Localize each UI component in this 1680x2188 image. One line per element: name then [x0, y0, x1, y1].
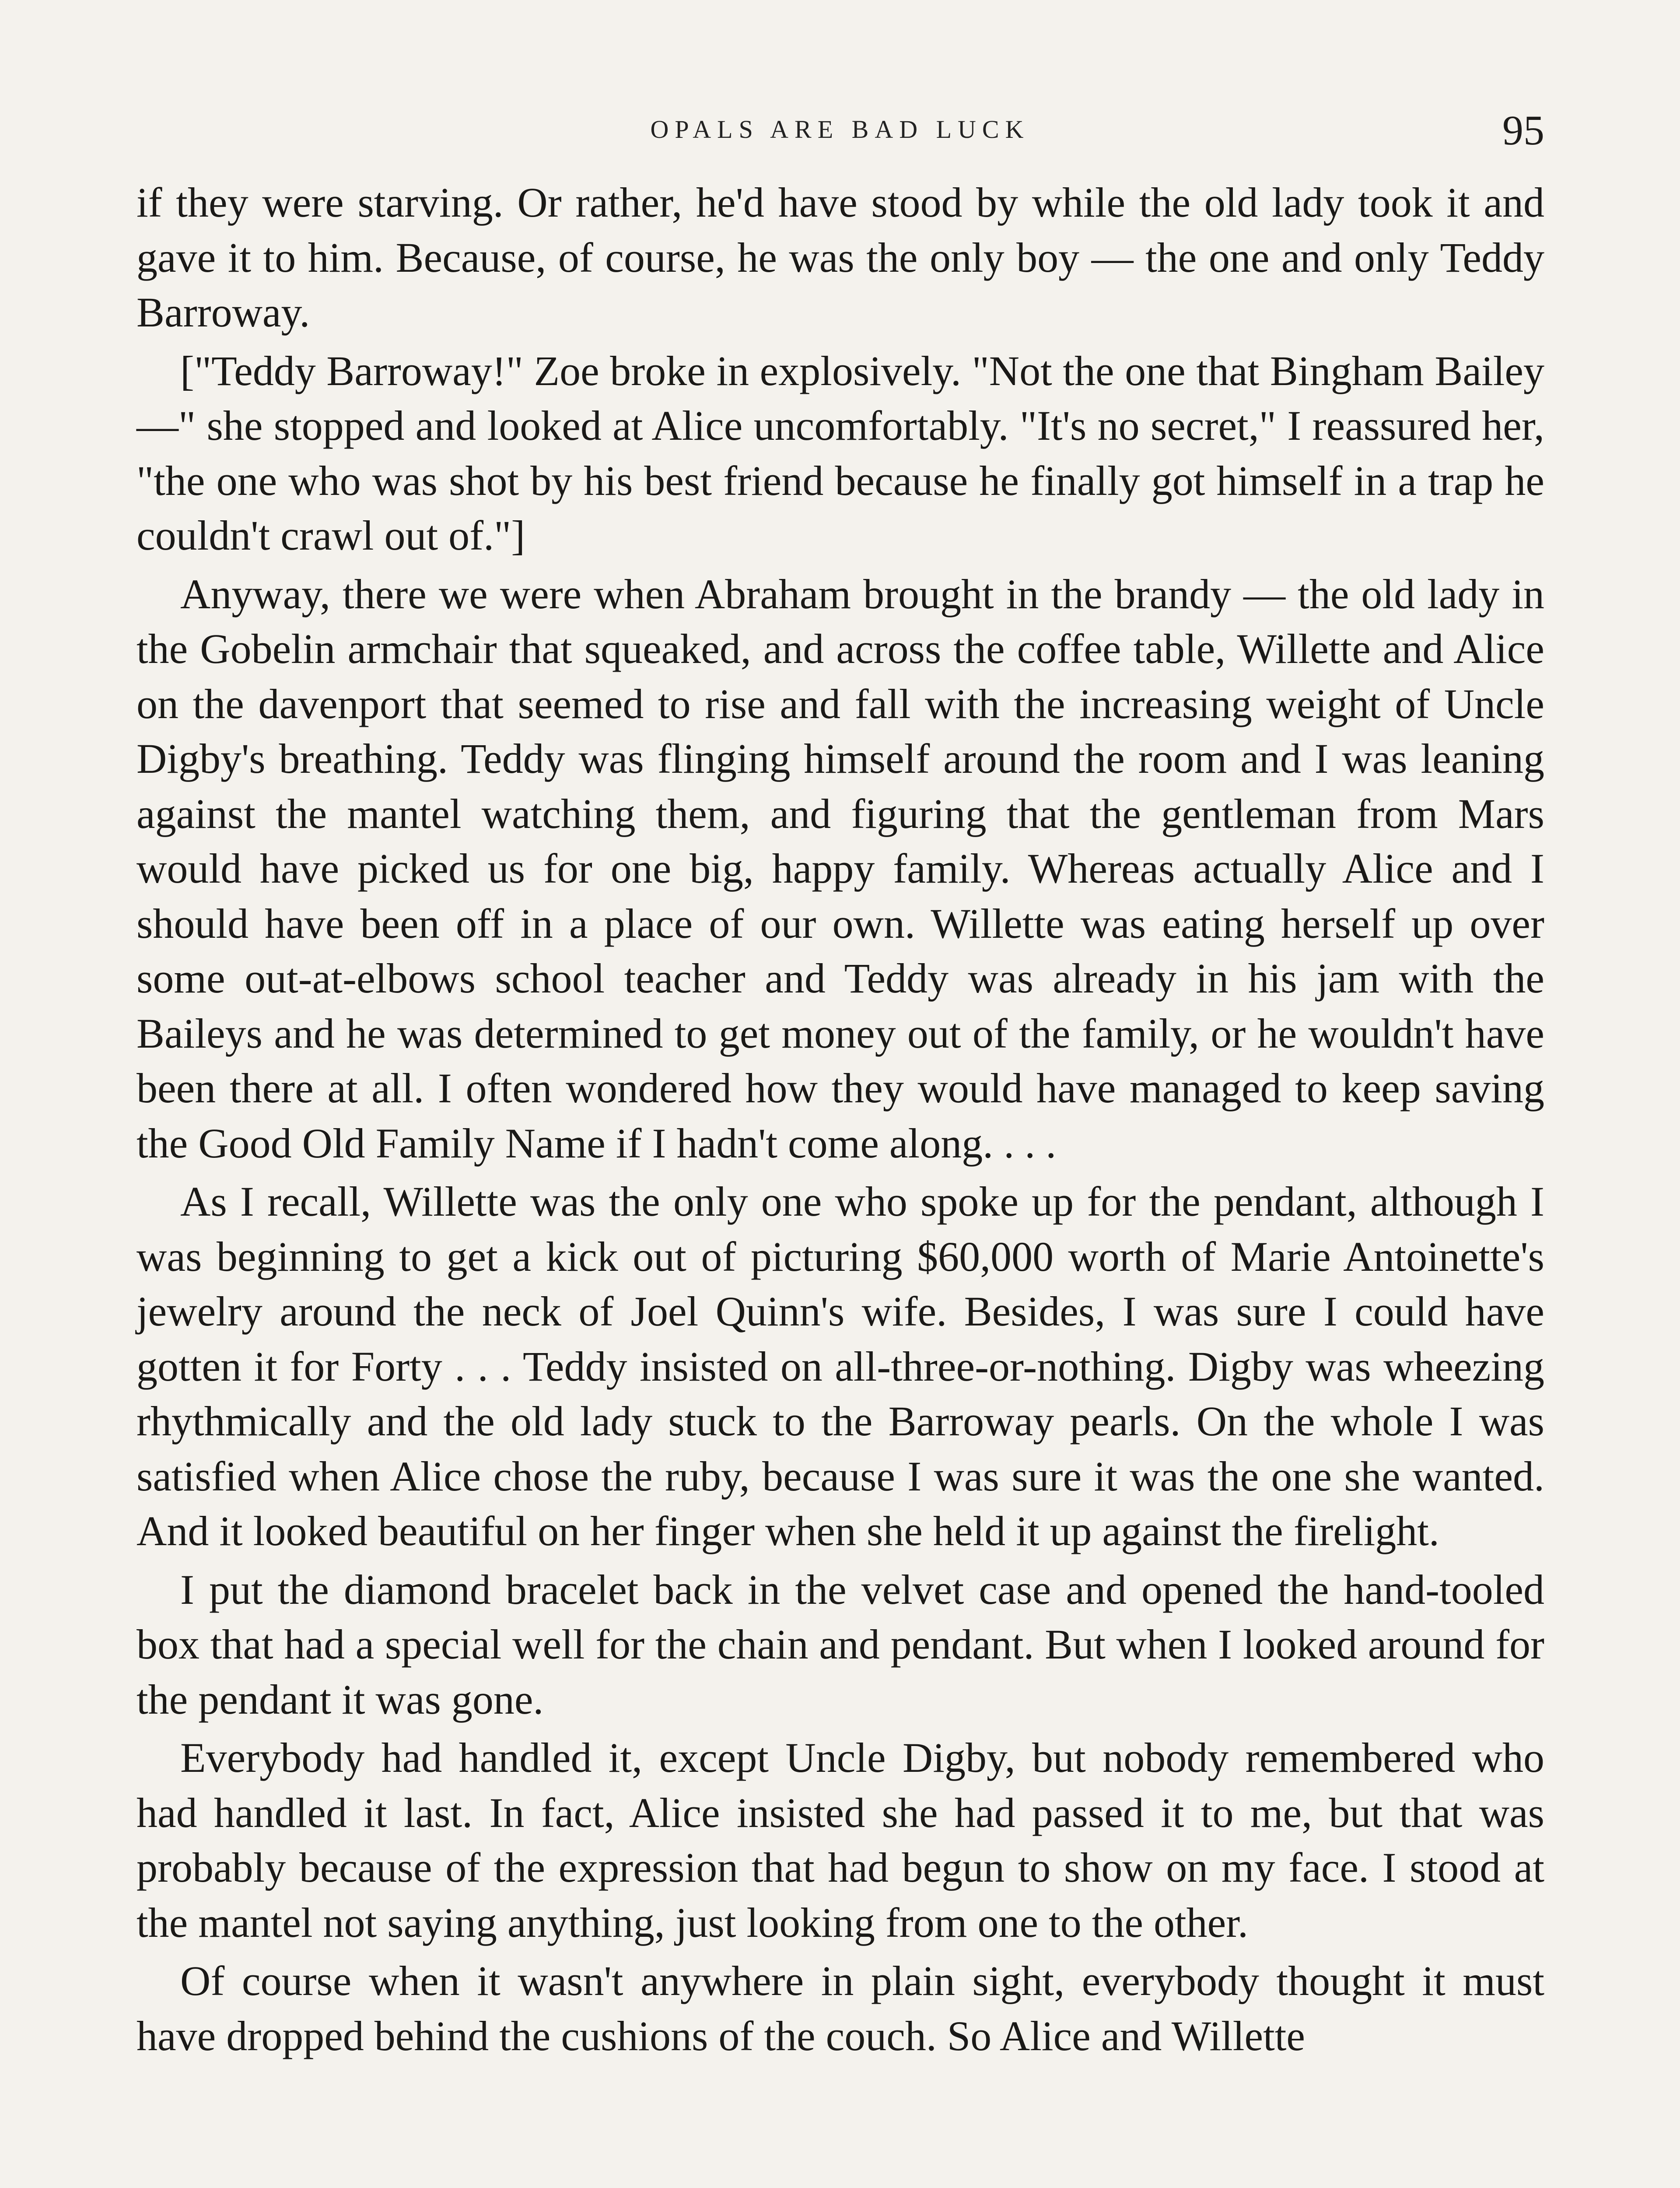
- running-head: OPALS ARE BAD LUCK: [650, 115, 1030, 144]
- paragraph-4: As I recall, Willette was the only one who spoke up for the pendant, although I was beginning to get a kick out of picturing $60,000 worth of Marie Antoinette's jewelry around the neck of Joel Quinn's wife. Besides, I was sure I could have gotten it for Forty . . . Teddy insisted on all-three-or-nothing. Digby was wheezing rhythmically and the old lady stuck to the Barroway pearls. On the whole I was satisfied when Alice chose the ruby, because I was sure it was the one she wanted. And it looked beautiful on her finger when she held it up against the firelight.: [136, 1178, 1544, 1554]
- paragraph-7: Of course when it wasn't anywhere in plain sight, everybody thought it must have dropped behind the cushions of the couch. So Alice and Willette: [136, 1957, 1544, 2059]
- page-number: 95: [1502, 107, 1544, 154]
- paragraph-5: I put the diamond bracelet back in the velvet case and opened the hand-tooled box that had a special well for the chain and pendant. But when I looked around for the pendant it was gone.: [136, 1566, 1544, 1723]
- paragraph-1: if they were starving. Or rather, he'd have stood by while the old lady took it and gave it to him. Because, of course, he was the only boy — the one and only Teddy Barroway.: [136, 179, 1544, 336]
- body-text: [136, 175, 1544, 2067]
- paragraph-6: Everybody had handled it, except Uncle Digby, but nobody remembered who had handled it last. In fact, Alice insisted she had passed it to me, but that was probably because of the expression that had begun to show on my face. I stood at the mantel not saying anything, just looking from one to the other.: [136, 1734, 1544, 1946]
- paragraph-3: Anyway, there we were when Abraham brought in the brandy — the old lady in the Gobelin armchair that squeaked, and across the coffee table, Willette and Alice on the davenport that seemed to rise and fall with the increasing weight of Uncle Digby's breathing. Teddy was flinging himself around the room and I was leaning against the mantel watching them, and figuring that the gentleman from Mars would have picked us for one big, happy family. Whereas actually Alice and I should have been off in a place of our own. Willette was eating herself up over some out-at-elbows school teacher and Teddy was already in his jam with the Baileys and he was determined to get money out of the family, or he wouldn't have been there at all. I often wondered how they would have managed to keep saving the Good Old Family Name if I hadn't come along. . . .: [136, 570, 1544, 1167]
- paragraph-2: ["Teddy Barroway!" Zoe broke in explosively. "Not the one that Bingham Bailey —" she stopped and looked at Alice uncomfortably. "It's no secret," I reassured her, "the one who was shot by his best friend because he finally got himself in a trap he couldn't crawl out of."]: [136, 347, 1544, 559]
- page-header: [136, 102, 1544, 154]
